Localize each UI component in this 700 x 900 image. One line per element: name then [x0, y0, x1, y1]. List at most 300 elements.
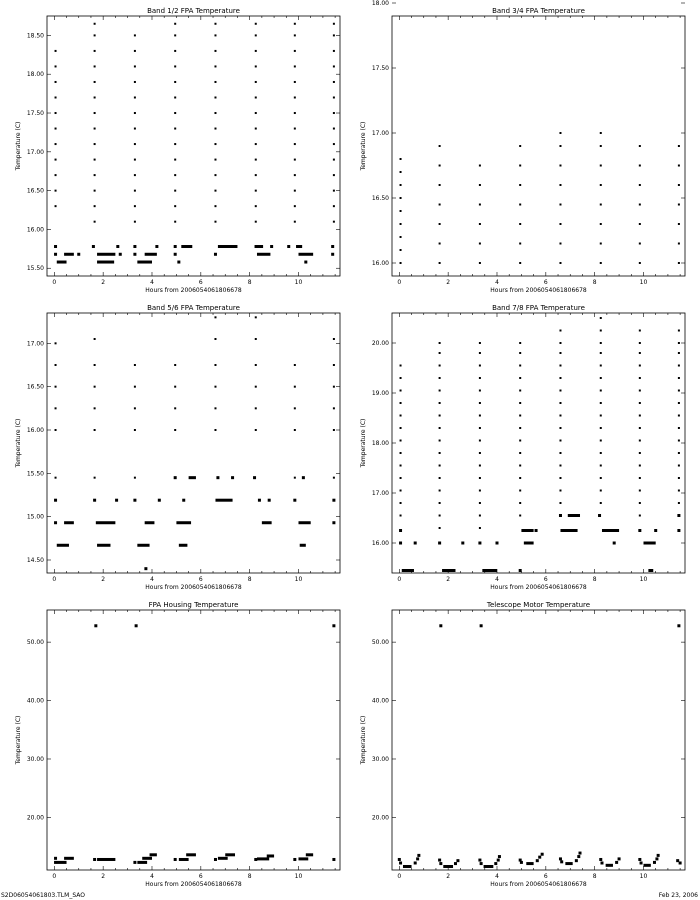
data-point — [678, 452, 680, 454]
chart-panel — [360, 0, 685, 324]
data-point — [559, 330, 561, 332]
data-point — [479, 390, 481, 392]
data-point — [134, 364, 136, 366]
data-point — [519, 477, 521, 479]
data-point — [678, 184, 680, 186]
y-tick-label: 17.00 — [371, 490, 389, 497]
data-point — [479, 527, 481, 529]
data-point — [438, 859, 441, 862]
x-tick-label: 10 — [639, 873, 648, 880]
data-point — [639, 342, 641, 344]
data-point — [678, 145, 680, 147]
data-point — [439, 243, 441, 245]
data-point — [559, 440, 561, 442]
data-point — [54, 861, 57, 864]
data-point — [174, 174, 176, 176]
data-point — [579, 852, 582, 855]
data-point — [133, 253, 136, 256]
data-point — [600, 402, 602, 404]
data-point — [639, 145, 641, 147]
data-point — [639, 365, 641, 367]
data-point — [479, 262, 481, 264]
chart-title: Band 1/2 FPA Temperature — [147, 7, 240, 15]
data-point — [400, 223, 402, 225]
data-point — [55, 429, 57, 431]
data-point — [333, 338, 335, 340]
data-point — [255, 81, 257, 83]
data-point — [478, 542, 481, 545]
data-point — [177, 261, 180, 264]
y-tick-label: 16.50 — [26, 187, 44, 195]
data-segment — [64, 521, 74, 524]
data-point — [333, 159, 335, 161]
data-segment — [601, 291, 619, 294]
data-segment — [565, 862, 572, 865]
y-tick-label: 17.00 — [26, 340, 44, 348]
y-tick-label: 17.00 — [26, 148, 44, 156]
data-point — [55, 81, 57, 83]
x-tick-label: 6 — [198, 873, 203, 880]
x-tick-label: 8 — [592, 279, 597, 286]
x-tick-label: 4 — [150, 576, 154, 583]
data-point — [55, 112, 57, 114]
data-point — [333, 50, 335, 52]
x-tick-label: 0 — [52, 576, 57, 583]
y-tick-label: 15.50 — [26, 470, 44, 478]
data-point — [134, 221, 136, 223]
data-segment — [402, 306, 417, 309]
x-tick-label: 10 — [639, 279, 648, 286]
data-segment — [568, 514, 580, 517]
data-point — [294, 34, 296, 36]
data-point — [174, 205, 176, 207]
data-point — [519, 223, 521, 225]
data-point — [214, 429, 216, 431]
data-point — [639, 223, 641, 225]
data-point — [678, 377, 680, 379]
data-point — [174, 143, 176, 145]
data-point — [119, 253, 122, 256]
data-point — [678, 342, 680, 344]
data-segment — [298, 253, 313, 256]
data-segment — [442, 569, 455, 572]
data-point — [134, 143, 136, 145]
x-tick-label: 8 — [592, 576, 597, 583]
x-tick-label: 8 — [592, 873, 597, 880]
data-point — [333, 221, 335, 223]
data-point — [559, 452, 561, 454]
data-point — [254, 858, 257, 861]
data-point — [174, 253, 177, 256]
data-point — [454, 862, 457, 865]
data-point — [55, 407, 57, 409]
data-point — [255, 65, 257, 67]
data-point — [54, 499, 57, 502]
data-point — [494, 862, 497, 865]
data-point — [333, 205, 335, 207]
data-segment — [602, 529, 619, 532]
data-point — [174, 50, 176, 52]
data-point — [600, 330, 602, 332]
y-tick-label: 15.00 — [26, 513, 44, 521]
data-point — [333, 174, 335, 176]
footer-date: Feb 23, 2006 — [658, 892, 698, 899]
data-point — [519, 465, 521, 467]
data-point — [174, 386, 176, 388]
data-point — [54, 245, 57, 248]
data-point — [618, 857, 621, 860]
data-segment — [57, 261, 67, 264]
data-point — [560, 860, 563, 863]
data-point — [333, 128, 335, 130]
data-point — [333, 190, 335, 192]
data-point — [55, 96, 57, 98]
data-point — [519, 262, 521, 264]
data-point — [134, 112, 136, 114]
data-point — [55, 50, 57, 52]
data-point — [519, 490, 521, 492]
plot-frame — [47, 16, 340, 276]
data-point — [214, 316, 216, 318]
data-segment — [524, 542, 534, 545]
data-point — [214, 407, 216, 409]
data-point — [495, 542, 498, 545]
x-tick-label: 2 — [101, 576, 106, 583]
data-point — [116, 245, 119, 248]
data-point — [541, 853, 544, 856]
data-segment — [526, 862, 533, 865]
data-point — [134, 429, 136, 431]
data-point — [600, 145, 602, 147]
data-point — [94, 386, 96, 388]
x-tick-label: 0 — [52, 279, 57, 286]
data-point — [600, 477, 602, 479]
data-point — [635, 291, 638, 294]
data-point — [294, 190, 296, 192]
data-point — [214, 386, 216, 388]
data-point — [134, 407, 136, 409]
y-tick-label: 18.00 — [371, 0, 389, 7]
data-point — [258, 499, 261, 502]
y-axis-label: Temperature (C) — [360, 715, 367, 765]
data-point — [115, 499, 118, 502]
data-point — [639, 515, 641, 517]
data-point — [400, 427, 402, 429]
data-point — [294, 81, 296, 83]
data-segment — [137, 544, 149, 547]
x-tick-label: 6 — [543, 873, 548, 880]
data-point — [214, 190, 216, 192]
data-point — [333, 477, 335, 479]
data-point — [639, 402, 641, 404]
data-point — [678, 330, 680, 332]
data-point — [333, 34, 335, 36]
data-point — [479, 165, 481, 167]
data-point — [479, 184, 481, 186]
data-point — [559, 427, 561, 429]
data-point — [294, 429, 296, 431]
data-point — [333, 407, 335, 409]
data-point — [400, 502, 402, 504]
data-point — [174, 858, 177, 861]
data-point — [600, 415, 602, 417]
data-point — [400, 465, 402, 467]
data-point — [478, 859, 481, 862]
x-axis-label: Hours from 2006054061806678 — [490, 881, 587, 888]
data-point — [333, 23, 335, 25]
data-point — [94, 624, 97, 627]
data-point — [214, 221, 216, 223]
data-segment — [560, 529, 577, 532]
chart-title: FPA Housing Temperature — [148, 601, 239, 609]
data-point — [294, 477, 296, 479]
data-point — [678, 477, 680, 479]
data-point — [294, 65, 296, 67]
data-point — [439, 165, 441, 167]
data-point — [255, 174, 257, 176]
data-point — [255, 205, 257, 207]
data-point — [498, 855, 501, 858]
data-segment — [215, 499, 232, 502]
data-point — [480, 624, 483, 627]
data-point — [94, 364, 96, 366]
data-point — [559, 402, 561, 404]
data-point — [640, 861, 643, 864]
data-point — [559, 502, 561, 504]
data-point — [255, 190, 257, 192]
data-point — [158, 499, 161, 502]
x-axis-label: Hours from 2006054061806678 — [490, 287, 587, 294]
data-point — [294, 50, 296, 52]
data-point — [600, 440, 602, 442]
data-segment — [64, 253, 74, 256]
data-point — [600, 184, 602, 186]
data-point — [639, 377, 641, 379]
data-point — [55, 190, 57, 192]
data-segment — [648, 569, 653, 572]
data-point — [439, 502, 441, 504]
data-point — [559, 390, 561, 392]
data-point — [600, 132, 602, 134]
chart-title: Band 3/4 FPA Temperature — [492, 7, 585, 15]
data-point — [519, 440, 521, 442]
data-segment — [97, 544, 110, 547]
data-segment — [57, 544, 69, 547]
y-tick-label: 18.00 — [26, 71, 44, 79]
x-tick-label: 4 — [150, 279, 154, 286]
data-point — [93, 858, 96, 861]
x-tick-label: 6 — [198, 576, 203, 583]
x-tick-label: 10 — [294, 279, 303, 286]
data-series — [54, 624, 335, 864]
y-tick-label: 16.00 — [371, 260, 389, 267]
data-point — [294, 174, 296, 176]
data-point — [439, 440, 441, 442]
data-segment — [643, 864, 650, 867]
data-point — [214, 50, 216, 52]
data-point — [439, 204, 441, 206]
data-point — [439, 465, 441, 467]
data-point — [399, 529, 402, 532]
data-point — [439, 223, 441, 225]
y-tick-label: 30.00 — [371, 755, 389, 763]
data-point — [519, 569, 522, 572]
data-point — [174, 34, 176, 36]
data-point — [559, 243, 561, 245]
data-segment — [137, 861, 147, 864]
y-axis-label: Temperature (C) — [15, 715, 22, 765]
data-point — [214, 159, 216, 161]
data-point — [214, 23, 216, 25]
data-point — [294, 407, 296, 409]
data-point — [600, 365, 602, 367]
data-point — [559, 352, 561, 354]
data-point — [255, 143, 257, 145]
data-point — [294, 143, 296, 145]
data-point — [600, 204, 602, 206]
data-point — [174, 190, 176, 192]
data-point — [461, 542, 464, 545]
x-axis-label: Hours from 2006054061806678 — [145, 584, 242, 591]
x-tick-label: 4 — [495, 279, 499, 286]
data-point — [400, 184, 402, 186]
data-point — [639, 390, 641, 392]
data-point — [655, 857, 658, 860]
y-tick-label: 19.00 — [371, 390, 389, 397]
data-point — [519, 415, 521, 417]
data-point — [639, 204, 641, 206]
data-point — [439, 415, 441, 417]
data-point — [479, 365, 481, 367]
x-tick-label: 4 — [495, 576, 499, 583]
data-point — [174, 81, 176, 83]
data-point — [639, 415, 641, 417]
data-point — [479, 452, 481, 454]
y-tick-label: 18.50 — [26, 32, 44, 40]
data-point — [214, 205, 216, 207]
data-point — [400, 236, 402, 238]
data-point — [519, 452, 521, 454]
data-point — [559, 514, 562, 517]
data-point — [400, 490, 402, 492]
data-point — [174, 407, 176, 409]
data-point — [270, 245, 273, 248]
data-point — [294, 112, 296, 114]
data-point — [479, 377, 481, 379]
data-point — [294, 23, 296, 25]
data-point — [333, 112, 335, 114]
data-point — [94, 112, 96, 114]
data-point — [94, 81, 96, 83]
y-axis-label: Temperature (C) — [15, 121, 22, 171]
chart-title: Band 5/6 FPA Temperature — [147, 304, 240, 312]
data-point — [417, 854, 420, 857]
data-segment — [142, 857, 152, 860]
data-point — [479, 490, 481, 492]
data-point — [519, 342, 521, 344]
x-tick-label: 6 — [543, 279, 548, 286]
data-point — [255, 364, 257, 366]
data-point — [255, 338, 257, 340]
data-segment — [145, 253, 157, 256]
data-point — [400, 415, 402, 417]
data-point — [174, 245, 177, 248]
data-point — [559, 223, 561, 225]
y-axis-label: Temperature (C) — [15, 418, 22, 468]
data-point — [679, 861, 682, 864]
data-point — [135, 624, 138, 627]
data-point — [600, 352, 602, 354]
data-point — [400, 477, 402, 479]
data-point — [559, 857, 562, 860]
data-point — [600, 861, 603, 864]
data-point — [639, 440, 641, 442]
data-point — [519, 204, 521, 206]
x-tick-label: 10 — [639, 576, 648, 583]
data-point — [400, 440, 402, 442]
data-series — [398, 624, 682, 868]
data-segment — [257, 857, 269, 860]
data-point — [439, 515, 441, 517]
data-point — [600, 490, 602, 492]
data-point — [400, 197, 402, 199]
data-point — [416, 857, 419, 860]
data-point — [255, 429, 257, 431]
data-point — [677, 529, 680, 532]
data-point — [174, 476, 177, 479]
data-point — [94, 221, 96, 223]
data-point — [294, 159, 296, 161]
data-segment — [97, 858, 115, 861]
x-tick-label: 10 — [294, 576, 303, 583]
data-point — [639, 352, 641, 354]
x-tick-label: 0 — [397, 576, 402, 583]
data-segment — [403, 865, 412, 868]
data-segment — [643, 291, 650, 294]
x-tick-label: 0 — [397, 873, 402, 880]
x-tick-label: 0 — [397, 279, 402, 286]
data-point — [536, 859, 539, 862]
data-segment — [643, 542, 655, 545]
data-point — [639, 165, 641, 167]
y-tick-label: 17.00 — [371, 130, 389, 137]
data-series — [400, 132, 680, 324]
data-point — [400, 377, 402, 379]
data-point — [174, 429, 176, 431]
y-tick-label: 14.50 — [26, 557, 44, 564]
data-point — [559, 262, 561, 264]
data-point — [333, 81, 335, 83]
data-point — [479, 402, 481, 404]
data-point — [439, 377, 441, 379]
data-point — [294, 221, 296, 223]
data-point — [520, 861, 523, 864]
data-point — [333, 429, 335, 431]
data-segment — [412, 291, 419, 294]
data-point — [294, 386, 296, 388]
data-point — [94, 34, 96, 36]
data-point — [134, 190, 136, 192]
data-segment — [267, 854, 274, 857]
y-tick-label: 50.00 — [26, 639, 44, 647]
data-point — [480, 862, 483, 865]
data-point — [479, 427, 481, 429]
data-point — [214, 96, 216, 98]
data-point — [134, 205, 136, 207]
data-segment — [306, 853, 313, 856]
data-point — [214, 81, 216, 83]
data-point — [479, 502, 481, 504]
